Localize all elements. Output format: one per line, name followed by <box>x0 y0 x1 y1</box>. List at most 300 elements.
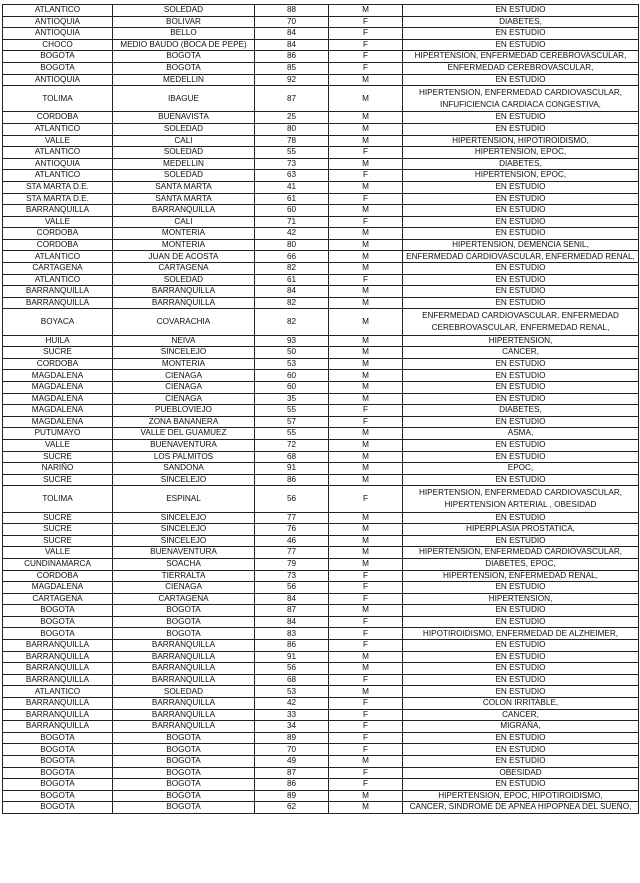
table-row <box>3 405 639 417</box>
sex-cell: M <box>329 790 403 802</box>
department-cell: SUCRE <box>3 347 113 359</box>
table-row <box>3 228 639 240</box>
table-row <box>3 170 639 182</box>
diagnosis-cell: EN ESTUDIO <box>403 382 639 394</box>
sex-cell: F <box>329 616 403 628</box>
table-row <box>3 274 639 286</box>
municipality-cell: BOGOTA <box>113 802 255 814</box>
table-row <box>3 5 639 17</box>
municipality-cell: MONTERIA <box>113 239 255 251</box>
sex-cell: F <box>329 16 403 28</box>
department-cell: CARTAGENA <box>3 593 113 605</box>
sex-cell: M <box>329 605 403 617</box>
age-cell: 77 <box>255 547 329 559</box>
municipality-cell: BOGOTA <box>113 790 255 802</box>
table-row <box>3 486 639 512</box>
diagnosis-cell: HIPERTENSION, ENFERMEDAD RENAL, <box>403 570 639 582</box>
diagnosis-cell: EN ESTUDIO <box>403 686 639 698</box>
diagnosis-cell: HIPERTENSION, <box>403 593 639 605</box>
age-cell: 60 <box>255 205 329 217</box>
municipality-cell: SANTA MARTA <box>113 193 255 205</box>
department-cell: MAGDALENA <box>3 416 113 428</box>
department-cell: CORDOBA <box>3 228 113 240</box>
age-cell: 53 <box>255 686 329 698</box>
table-row <box>3 802 639 814</box>
age-cell: 35 <box>255 393 329 405</box>
age-cell: 92 <box>255 74 329 86</box>
table-row <box>3 570 639 582</box>
department-cell: SUCRE <box>3 512 113 524</box>
department-cell: HUILA <box>3 335 113 347</box>
municipality-cell: BARRANQUILLA <box>113 721 255 733</box>
sex-cell: M <box>329 558 403 570</box>
municipality-cell: MEDELLIN <box>113 74 255 86</box>
age-cell: 61 <box>255 274 329 286</box>
sex-cell: F <box>329 147 403 159</box>
sex-cell: F <box>329 698 403 710</box>
age-cell: 87 <box>255 767 329 779</box>
department-cell: BOGOTA <box>3 605 113 617</box>
department-cell: ATLANTICO <box>3 170 113 182</box>
diagnosis-cell: EN ESTUDIO <box>403 181 639 193</box>
sex-cell: F <box>329 582 403 594</box>
age-cell: 60 <box>255 370 329 382</box>
diagnosis-cell: EN ESTUDIO <box>403 651 639 663</box>
diagnosis-cell: EN ESTUDIO <box>403 674 639 686</box>
table-row <box>3 535 639 547</box>
department-cell: VALLE <box>3 439 113 451</box>
sex-cell: M <box>329 651 403 663</box>
municipality-cell: CIENAGA <box>113 382 255 394</box>
department-cell: BOGOTA <box>3 51 113 63</box>
age-cell: 49 <box>255 756 329 768</box>
table-row <box>3 135 639 147</box>
sex-cell: M <box>329 756 403 768</box>
diagnosis-cell: DIABETES, EPOC, <box>403 558 639 570</box>
diagnosis-cell: DIABETES, <box>403 405 639 417</box>
diagnosis-cell: CANCER, <box>403 709 639 721</box>
diagnosis-cell: EN ESTUDIO <box>403 474 639 486</box>
diagnosis-cell: DIABETES, <box>403 158 639 170</box>
age-cell: 77 <box>255 512 329 524</box>
table-row <box>3 416 639 428</box>
sex-cell: M <box>329 393 403 405</box>
department-cell: BARRANQUILLA <box>3 286 113 298</box>
diagnosis-cell: EN ESTUDIO <box>403 744 639 756</box>
department-cell: STA MARTA D.E. <box>3 181 113 193</box>
department-cell: TOLIMA <box>3 86 113 112</box>
department-cell: VALLE <box>3 135 113 147</box>
municipality-cell: SINCELEJO <box>113 535 255 547</box>
diagnosis-cell: EN ESTUDIO <box>403 39 639 51</box>
sex-cell: M <box>329 663 403 675</box>
department-cell: ANTIOQUIA <box>3 158 113 170</box>
municipality-cell: BOGOTA <box>113 616 255 628</box>
municipality-cell: SOLEDAD <box>113 274 255 286</box>
age-cell: 62 <box>255 802 329 814</box>
sex-cell: M <box>329 370 403 382</box>
department-cell: PUTUMAYO <box>3 428 113 440</box>
table-row <box>3 123 639 135</box>
sex-cell: M <box>329 86 403 112</box>
department-cell: BOGOTA <box>3 744 113 756</box>
municipality-cell: BELLO <box>113 28 255 40</box>
table-row <box>3 732 639 744</box>
department-cell: CUNDINAMARCA <box>3 558 113 570</box>
municipality-cell: SOLEDAD <box>113 170 255 182</box>
sex-cell: F <box>329 709 403 721</box>
diagnosis-cell: EPOC, <box>403 463 639 475</box>
department-cell: CORDOBA <box>3 239 113 251</box>
age-cell: 61 <box>255 193 329 205</box>
municipality-cell: CALI <box>113 216 255 228</box>
department-cell: ATLANTICO <box>3 5 113 17</box>
diagnosis-cell: EN ESTUDIO <box>403 732 639 744</box>
department-cell: CORDOBA <box>3 112 113 124</box>
sex-cell: F <box>329 39 403 51</box>
municipality-cell: PUEBLOVIEJO <box>113 405 255 417</box>
sex-cell: F <box>329 593 403 605</box>
age-cell: 84 <box>255 286 329 298</box>
sex-cell: F <box>329 405 403 417</box>
sex-cell: F <box>329 570 403 582</box>
table-row <box>3 158 639 170</box>
table-row <box>3 547 639 559</box>
table-row <box>3 251 639 263</box>
sex-cell: M <box>329 535 403 547</box>
department-cell: SUCRE <box>3 474 113 486</box>
table-row <box>3 335 639 347</box>
diagnosis-cell: EN ESTUDIO <box>403 28 639 40</box>
sex-cell: M <box>329 382 403 394</box>
table-row <box>3 216 639 228</box>
municipality-cell: BUENAVENTURA <box>113 439 255 451</box>
age-cell: 73 <box>255 158 329 170</box>
municipality-cell: MONTERIA <box>113 228 255 240</box>
age-cell: 84 <box>255 28 329 40</box>
department-cell: ATLANTICO <box>3 686 113 698</box>
municipality-cell: BOGOTA <box>113 756 255 768</box>
department-cell: ANTIOQUIA <box>3 74 113 86</box>
sex-cell: M <box>329 512 403 524</box>
department-cell: MAGDALENA <box>3 382 113 394</box>
municipality-cell: BARRANQUILLA <box>113 663 255 675</box>
age-cell: 70 <box>255 744 329 756</box>
municipality-cell: MONTERIA <box>113 358 255 370</box>
diagnosis-cell: HIPERTENSION, EPOC, <box>403 170 639 182</box>
sex-cell: F <box>329 486 403 512</box>
sex-cell: M <box>329 286 403 298</box>
municipality-cell: SOLEDAD <box>113 686 255 698</box>
table-row <box>3 239 639 251</box>
age-cell: 33 <box>255 709 329 721</box>
municipality-cell: SINCELEJO <box>113 474 255 486</box>
age-cell: 71 <box>255 216 329 228</box>
sex-cell: F <box>329 721 403 733</box>
diagnosis-cell: ENFERMEDAD CEREBROVASCULAR, <box>403 62 639 74</box>
sex-cell: M <box>329 686 403 698</box>
table-row <box>3 428 639 440</box>
cases-table-body <box>3 5 639 814</box>
municipality-cell: BOGOTA <box>113 605 255 617</box>
municipality-cell: CARTAGENA <box>113 263 255 275</box>
age-cell: 83 <box>255 628 329 640</box>
diagnosis-cell: EN ESTUDIO <box>403 274 639 286</box>
municipality-cell: BARRANQUILLA <box>113 709 255 721</box>
age-cell: 91 <box>255 463 329 475</box>
department-cell: MAGDALENA <box>3 582 113 594</box>
sex-cell: M <box>329 297 403 309</box>
sex-cell: M <box>329 205 403 217</box>
diagnosis-cell: HIPERTENSION, HIPOTIROIDISMO, <box>403 135 639 147</box>
diagnosis-cell: EN ESTUDIO <box>403 5 639 17</box>
diagnosis-cell: HIPERTENSION, EPOC, <box>403 147 639 159</box>
table-row <box>3 74 639 86</box>
department-cell: SUCRE <box>3 451 113 463</box>
age-cell: 84 <box>255 616 329 628</box>
diagnosis-cell: EN ESTUDIO <box>403 439 639 451</box>
department-cell: SUCRE <box>3 535 113 547</box>
table-row <box>3 698 639 710</box>
municipality-cell: IBAGUE <box>113 86 255 112</box>
sex-cell: M <box>329 123 403 135</box>
municipality-cell: SANDONA <box>113 463 255 475</box>
age-cell: 82 <box>255 263 329 275</box>
sex-cell: M <box>329 474 403 486</box>
diagnosis-cell: EN ESTUDIO <box>403 616 639 628</box>
municipality-cell: BARRANQUILLA <box>113 674 255 686</box>
table-row <box>3 439 639 451</box>
age-cell: 93 <box>255 335 329 347</box>
municipality-cell: NEIVA <box>113 335 255 347</box>
diagnosis-cell: EN ESTUDIO <box>403 512 639 524</box>
diagnosis-cell: EN ESTUDIO <box>403 286 639 298</box>
department-cell: CORDOBA <box>3 570 113 582</box>
table-row <box>3 286 639 298</box>
age-cell: 41 <box>255 181 329 193</box>
sex-cell: F <box>329 628 403 640</box>
municipality-cell: SINCELEJO <box>113 524 255 536</box>
sex-cell: M <box>329 547 403 559</box>
municipality-cell: BARRANQUILLA <box>113 651 255 663</box>
diagnosis-cell: EN ESTUDIO <box>403 663 639 675</box>
table-row <box>3 393 639 405</box>
municipality-cell: SOACHA <box>113 558 255 570</box>
age-cell: 56 <box>255 582 329 594</box>
age-cell: 68 <box>255 451 329 463</box>
sex-cell: M <box>329 158 403 170</box>
age-cell: 34 <box>255 721 329 733</box>
table-row <box>3 112 639 124</box>
age-cell: 70 <box>255 16 329 28</box>
diagnosis-cell: EN ESTUDIO <box>403 228 639 240</box>
department-cell: BARRANQUILLA <box>3 721 113 733</box>
sex-cell: F <box>329 274 403 286</box>
diagnosis-cell: HIPOTIROIDISMO, ENFERMEDAD DE ALZHEIMER, <box>403 628 639 640</box>
age-cell: 50 <box>255 347 329 359</box>
diagnosis-cell: EN ESTUDIO <box>403 451 639 463</box>
table-row <box>3 605 639 617</box>
table-row <box>3 51 639 63</box>
municipality-cell: TIERRALTA <box>113 570 255 582</box>
municipality-cell: SINCELEJO <box>113 347 255 359</box>
diagnosis-cell: HIPERTENSION, ENFERMEDAD CARDIOVASCULAR, <box>403 547 639 559</box>
age-cell: 73 <box>255 570 329 582</box>
department-cell: ATLANTICO <box>3 123 113 135</box>
sex-cell: F <box>329 62 403 74</box>
sex-cell: M <box>329 802 403 814</box>
diagnosis-cell: EN ESTUDIO <box>403 582 639 594</box>
age-cell: 87 <box>255 605 329 617</box>
diagnosis-cell: EN ESTUDIO <box>403 756 639 768</box>
department-cell: BOGOTA <box>3 779 113 791</box>
age-cell: 76 <box>255 524 329 536</box>
municipality-cell: SOLEDAD <box>113 5 255 17</box>
table-row <box>3 524 639 536</box>
diagnosis-cell: CANCER, SINDROME DE APNEA HIPOPNEA DEL SUEÑO, <box>403 802 639 814</box>
sex-cell: M <box>329 451 403 463</box>
department-cell: BARRANQUILLA <box>3 651 113 663</box>
age-cell: 80 <box>255 123 329 135</box>
sex-cell: F <box>329 732 403 744</box>
diagnosis-cell: OBESIDAD <box>403 767 639 779</box>
sex-cell: M <box>329 335 403 347</box>
department-cell: CARTAGENA <box>3 263 113 275</box>
municipality-cell: SOLEDAD <box>113 147 255 159</box>
municipality-cell: BUENAVISTA <box>113 112 255 124</box>
diagnosis-cell: ENFERMEDAD CARDIOVASCULAR, ENFERMEDAD CEREBROVASCULAR, ENFERMEDAD RENAL, <box>403 309 639 335</box>
diagnosis-cell: EN ESTUDIO <box>403 370 639 382</box>
municipality-cell: CIENAGA <box>113 370 255 382</box>
age-cell: 89 <box>255 732 329 744</box>
diagnosis-cell: EN ESTUDIO <box>403 779 639 791</box>
municipality-cell: SANTA MARTA <box>113 181 255 193</box>
diagnosis-cell: EN ESTUDIO <box>403 216 639 228</box>
sex-cell: F <box>329 674 403 686</box>
department-cell: ANTIOQUIA <box>3 28 113 40</box>
table-row <box>3 640 639 652</box>
age-cell: 55 <box>255 428 329 440</box>
department-cell: STA MARTA D.E. <box>3 193 113 205</box>
table-row <box>3 205 639 217</box>
age-cell: 68 <box>255 674 329 686</box>
sex-cell: F <box>329 216 403 228</box>
age-cell: 91 <box>255 651 329 663</box>
table-row <box>3 663 639 675</box>
age-cell: 72 <box>255 439 329 451</box>
age-cell: 87 <box>255 86 329 112</box>
diagnosis-cell: EN ESTUDIO <box>403 205 639 217</box>
table-row <box>3 370 639 382</box>
diagnosis-cell: EN ESTUDIO <box>403 123 639 135</box>
sex-cell: M <box>329 239 403 251</box>
age-cell: 55 <box>255 147 329 159</box>
age-cell: 79 <box>255 558 329 570</box>
diagnosis-cell: EN ESTUDIO <box>403 416 639 428</box>
sex-cell: M <box>329 228 403 240</box>
diagnosis-cell: ASMA, <box>403 428 639 440</box>
diagnosis-cell: MIGRAÑA, <box>403 721 639 733</box>
sex-cell: F <box>329 640 403 652</box>
table-row <box>3 62 639 74</box>
municipality-cell: COVARACHIA <box>113 309 255 335</box>
diagnosis-cell: EN ESTUDIO <box>403 263 639 275</box>
diagnosis-cell: EN ESTUDIO <box>403 393 639 405</box>
municipality-cell: MEDIO BAUDO (BOCA DE PEPE) <box>113 39 255 51</box>
municipality-cell: LOS PALMITOS <box>113 451 255 463</box>
table-row <box>3 297 639 309</box>
municipality-cell: BOGOTA <box>113 628 255 640</box>
table-row <box>3 628 639 640</box>
table-row <box>3 512 639 524</box>
table-row <box>3 193 639 205</box>
age-cell: 84 <box>255 593 329 605</box>
age-cell: 82 <box>255 297 329 309</box>
sex-cell: M <box>329 309 403 335</box>
age-cell: 84 <box>255 39 329 51</box>
age-cell: 63 <box>255 170 329 182</box>
municipality-cell: CARTAGENA <box>113 593 255 605</box>
diagnosis-cell: HIPERTENSION, ENFERMEDAD CARDIOVASCULAR, INFUFICIENCIA CARDIACA CONGESTIVA, <box>403 86 639 112</box>
municipality-cell: BOLIVAR <box>113 16 255 28</box>
department-cell: SUCRE <box>3 524 113 536</box>
table-row <box>3 709 639 721</box>
department-cell: ATLANTICO <box>3 251 113 263</box>
municipality-cell: BARRANQUILLA <box>113 286 255 298</box>
department-cell: VALLE <box>3 547 113 559</box>
table-row <box>3 744 639 756</box>
table-row <box>3 347 639 359</box>
table-row <box>3 463 639 475</box>
table-row <box>3 616 639 628</box>
municipality-cell: SOLEDAD <box>113 123 255 135</box>
table-row <box>3 582 639 594</box>
diagnosis-cell: HIPERTENSION, EPOC, HIPOTIROIDISMO, <box>403 790 639 802</box>
table-row <box>3 451 639 463</box>
age-cell: 55 <box>255 405 329 417</box>
department-cell: CHOCO <box>3 39 113 51</box>
diagnosis-cell: CANCER, <box>403 347 639 359</box>
age-cell: 42 <box>255 228 329 240</box>
age-cell: 60 <box>255 382 329 394</box>
diagnosis-cell: DIABETES, <box>403 16 639 28</box>
diagnosis-cell: COLON IRRITABLE, <box>403 698 639 710</box>
age-cell: 42 <box>255 698 329 710</box>
table-row <box>3 593 639 605</box>
department-cell: BARRANQUILLA <box>3 297 113 309</box>
diagnosis-cell: EN ESTUDIO <box>403 193 639 205</box>
sex-cell: F <box>329 170 403 182</box>
municipality-cell: CIENAGA <box>113 393 255 405</box>
sex-cell: M <box>329 524 403 536</box>
age-cell: 78 <box>255 135 329 147</box>
age-cell: 85 <box>255 62 329 74</box>
diagnosis-cell: ENFERMEDAD CARDIOVASCULAR, ENFERMEDAD RENAL, <box>403 251 639 263</box>
table-row <box>3 721 639 733</box>
department-cell: ANTIOQUIA <box>3 16 113 28</box>
municipality-cell: VALLE DEL GUAMUEZ <box>113 428 255 440</box>
table-row <box>3 756 639 768</box>
sex-cell: M <box>329 112 403 124</box>
sex-cell: F <box>329 767 403 779</box>
municipality-cell: SINCELEJO <box>113 512 255 524</box>
table-row <box>3 651 639 663</box>
sex-cell: F <box>329 193 403 205</box>
sex-cell: F <box>329 51 403 63</box>
municipality-cell: MEDELLIN <box>113 158 255 170</box>
department-cell: ATLANTICO <box>3 147 113 159</box>
sex-cell: M <box>329 5 403 17</box>
